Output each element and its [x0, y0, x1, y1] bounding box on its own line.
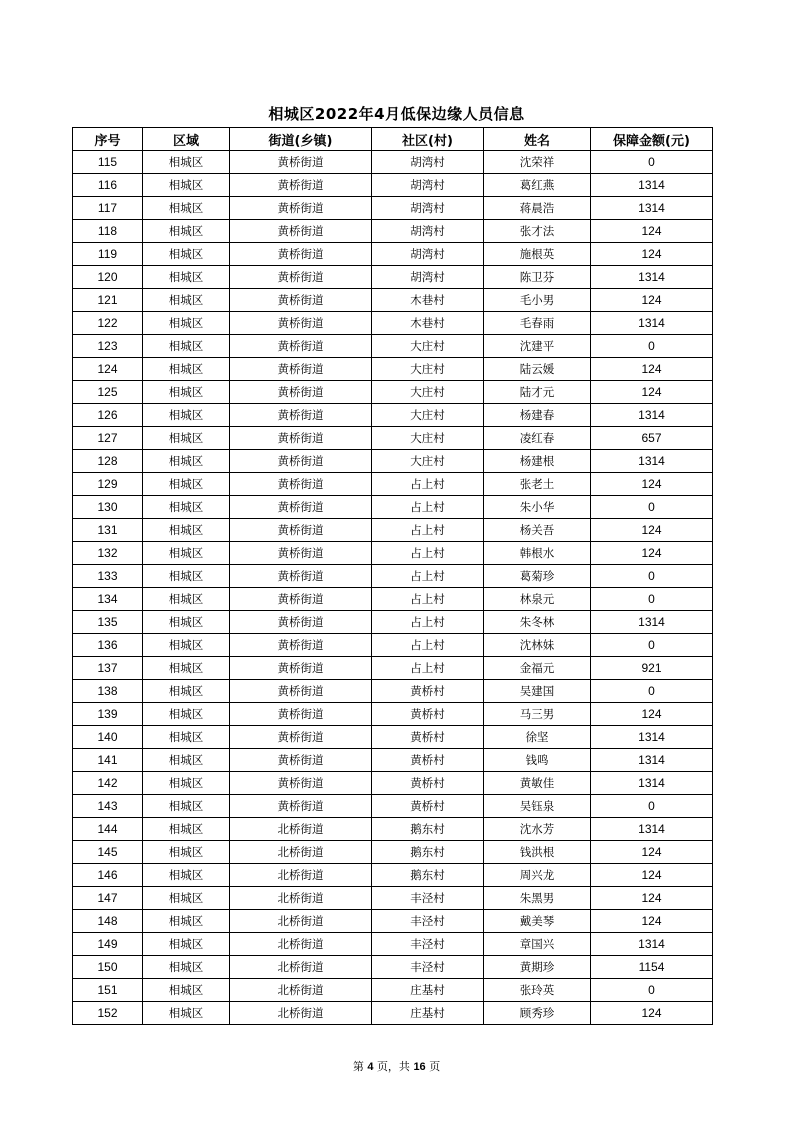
- cell-district: 相城区: [143, 266, 230, 289]
- cell-amount: 124: [591, 381, 713, 404]
- cell-index: 118: [73, 220, 143, 243]
- cell-district: 相城区: [143, 473, 230, 496]
- table-row: [73, 174, 713, 197]
- cell-index: 117: [73, 197, 143, 220]
- table-row: [73, 519, 713, 542]
- cell-name: 顾秀珍: [484, 1002, 591, 1025]
- cell-name: 杨关吾: [484, 519, 591, 542]
- cell-index: 131: [73, 519, 143, 542]
- table-row: [73, 450, 713, 473]
- cell-amount: 1314: [591, 174, 713, 197]
- cell-street: 黄桥街道: [230, 703, 372, 726]
- page-footer: [0, 1058, 793, 1074]
- cell-district: 相城区: [143, 519, 230, 542]
- table-row: [73, 841, 713, 864]
- cell-amount: 124: [591, 887, 713, 910]
- cell-index: 149: [73, 933, 143, 956]
- cell-street: 北桥街道: [230, 841, 372, 864]
- cell-street: 黄桥街道: [230, 151, 372, 174]
- cell-amount: 124: [591, 910, 713, 933]
- cell-district: 相城区: [143, 726, 230, 749]
- cell-index: 145: [73, 841, 143, 864]
- cell-index: 136: [73, 634, 143, 657]
- table-row: [73, 542, 713, 565]
- cell-index: 144: [73, 818, 143, 841]
- cell-name: 施根英: [484, 243, 591, 266]
- table-row: [73, 933, 713, 956]
- cell-index: 125: [73, 381, 143, 404]
- cell-index: 140: [73, 726, 143, 749]
- cell-name: 金福元: [484, 657, 591, 680]
- cell-community: 黄桥村: [372, 680, 484, 703]
- cell-community: 胡湾村: [372, 243, 484, 266]
- cell-amount: 0: [591, 634, 713, 657]
- cell-street: 黄桥街道: [230, 749, 372, 772]
- cell-amount: 124: [591, 703, 713, 726]
- table-row: [73, 565, 713, 588]
- cell-community: 丰泾村: [372, 910, 484, 933]
- cell-index: 151: [73, 979, 143, 1002]
- cell-name: 毛小男: [484, 289, 591, 312]
- cell-community: 鹅东村: [372, 841, 484, 864]
- cell-street: 黄桥街道: [230, 519, 372, 542]
- cell-street: 黄桥街道: [230, 634, 372, 657]
- cell-district: 相城区: [143, 496, 230, 519]
- table-row: [73, 404, 713, 427]
- header-district: 区域: [143, 128, 230, 151]
- cell-street: 黄桥街道: [230, 289, 372, 312]
- cell-community: 占上村: [372, 565, 484, 588]
- cell-community: 胡湾村: [372, 151, 484, 174]
- cell-amount: 1314: [591, 933, 713, 956]
- cell-index: 116: [73, 174, 143, 197]
- table-row: [73, 289, 713, 312]
- cell-district: 相城区: [143, 772, 230, 795]
- cell-amount: 1314: [591, 266, 713, 289]
- table-row: [73, 197, 713, 220]
- table-row: [73, 243, 713, 266]
- cell-district: 相城区: [143, 818, 230, 841]
- cell-street: 黄桥街道: [230, 243, 372, 266]
- table-row: [73, 657, 713, 680]
- cell-name: 林泉元: [484, 588, 591, 611]
- cell-amount: 124: [591, 220, 713, 243]
- cell-community: 丰泾村: [372, 956, 484, 979]
- cell-index: 121: [73, 289, 143, 312]
- cell-name: 陆才元: [484, 381, 591, 404]
- cell-community: 占上村: [372, 473, 484, 496]
- footer-page-number: 4: [367, 1061, 374, 1073]
- cell-name: 沈建平: [484, 335, 591, 358]
- cell-district: 相城区: [143, 979, 230, 1002]
- data-table: [72, 127, 713, 1025]
- cell-amount: 0: [591, 565, 713, 588]
- cell-district: 相城区: [143, 381, 230, 404]
- header-amount: 保障金额(元): [591, 128, 713, 151]
- cell-district: 相城区: [143, 795, 230, 818]
- cell-index: 148: [73, 910, 143, 933]
- table-row: [73, 795, 713, 818]
- cell-community: 大庄村: [372, 404, 484, 427]
- table-row: [73, 151, 713, 174]
- cell-amount: 124: [591, 473, 713, 496]
- cell-amount: 1314: [591, 818, 713, 841]
- header-community: 社区(村): [372, 128, 484, 151]
- cell-index: 135: [73, 611, 143, 634]
- cell-district: 相城区: [143, 151, 230, 174]
- cell-community: 大庄村: [372, 450, 484, 473]
- cell-district: 相城区: [143, 588, 230, 611]
- cell-district: 相城区: [143, 565, 230, 588]
- cell-community: 胡湾村: [372, 197, 484, 220]
- table-row: [73, 312, 713, 335]
- header-index: 序号: [73, 128, 143, 151]
- cell-street: 黄桥街道: [230, 726, 372, 749]
- cell-name: 葛红燕: [484, 174, 591, 197]
- cell-street: 黄桥街道: [230, 772, 372, 795]
- cell-name: 章国兴: [484, 933, 591, 956]
- cell-index: 120: [73, 266, 143, 289]
- cell-name: 蒋晨浩: [484, 197, 591, 220]
- cell-amount: 921: [591, 657, 713, 680]
- cell-index: 132: [73, 542, 143, 565]
- table-row: [73, 473, 713, 496]
- cell-district: 相城区: [143, 220, 230, 243]
- cell-street: 黄桥街道: [230, 335, 372, 358]
- cell-district: 相城区: [143, 450, 230, 473]
- cell-district: 相城区: [143, 335, 230, 358]
- table-row: [73, 726, 713, 749]
- table-row: [73, 864, 713, 887]
- cell-name: 张玲英: [484, 979, 591, 1002]
- cell-index: 133: [73, 565, 143, 588]
- cell-street: 北桥街道: [230, 933, 372, 956]
- cell-name: 葛菊珍: [484, 565, 591, 588]
- cell-district: 相城区: [143, 887, 230, 910]
- cell-amount: 124: [591, 519, 713, 542]
- table-row: [73, 887, 713, 910]
- cell-name: 凌红春: [484, 427, 591, 450]
- cell-amount: 124: [591, 358, 713, 381]
- table-row: [73, 381, 713, 404]
- cell-district: 相城区: [143, 956, 230, 979]
- cell-index: 119: [73, 243, 143, 266]
- cell-amount: 124: [591, 864, 713, 887]
- cell-district: 相城区: [143, 657, 230, 680]
- cell-district: 相城区: [143, 197, 230, 220]
- cell-amount: 1314: [591, 450, 713, 473]
- cell-district: 相城区: [143, 243, 230, 266]
- cell-street: 黄桥街道: [230, 496, 372, 519]
- cell-amount: 1314: [591, 312, 713, 335]
- cell-street: 北桥街道: [230, 979, 372, 1002]
- cell-street: 黄桥街道: [230, 312, 372, 335]
- cell-amount: 1154: [591, 956, 713, 979]
- cell-amount: 0: [591, 151, 713, 174]
- cell-name: 戴美琴: [484, 910, 591, 933]
- cell-street: 黄桥街道: [230, 358, 372, 381]
- cell-district: 相城区: [143, 542, 230, 565]
- cell-district: 相城区: [143, 1002, 230, 1025]
- cell-name: 韩根水: [484, 542, 591, 565]
- cell-index: 137: [73, 657, 143, 680]
- cell-district: 相城区: [143, 174, 230, 197]
- table-row: [73, 910, 713, 933]
- cell-index: 130: [73, 496, 143, 519]
- cell-community: 丰泾村: [372, 933, 484, 956]
- cell-street: 北桥街道: [230, 956, 372, 979]
- cell-community: 占上村: [372, 496, 484, 519]
- table-header-row: [73, 128, 713, 151]
- cell-street: 黄桥街道: [230, 450, 372, 473]
- cell-amount: 124: [591, 1002, 713, 1025]
- cell-community: 鹅东村: [372, 864, 484, 887]
- cell-street: 北桥街道: [230, 818, 372, 841]
- cell-street: 北桥街道: [230, 887, 372, 910]
- table-row: [73, 427, 713, 450]
- cell-name: 杨建根: [484, 450, 591, 473]
- cell-amount: 0: [591, 680, 713, 703]
- cell-name: 黄期珍: [484, 956, 591, 979]
- cell-name: 张才法: [484, 220, 591, 243]
- cell-street: 黄桥街道: [230, 381, 372, 404]
- cell-district: 相城区: [143, 358, 230, 381]
- cell-amount: 124: [591, 841, 713, 864]
- cell-community: 占上村: [372, 611, 484, 634]
- cell-community: 黄桥村: [372, 795, 484, 818]
- cell-street: 黄桥街道: [230, 266, 372, 289]
- cell-community: 丰泾村: [372, 887, 484, 910]
- cell-index: 127: [73, 427, 143, 450]
- cell-name: 吴建国: [484, 680, 591, 703]
- cell-community: 占上村: [372, 657, 484, 680]
- cell-community: 胡湾村: [372, 266, 484, 289]
- cell-street: 黄桥街道: [230, 657, 372, 680]
- cell-name: 毛春雨: [484, 312, 591, 335]
- cell-index: 129: [73, 473, 143, 496]
- cell-street: 黄桥街道: [230, 680, 372, 703]
- table-row: [73, 818, 713, 841]
- cell-community: 大庄村: [372, 427, 484, 450]
- cell-district: 相城区: [143, 634, 230, 657]
- cell-name: 陆云媛: [484, 358, 591, 381]
- cell-street: 黄桥街道: [230, 174, 372, 197]
- cell-community: 占上村: [372, 519, 484, 542]
- cell-street: 黄桥街道: [230, 542, 372, 565]
- footer-total-pages: 16: [413, 1061, 426, 1073]
- cell-street: 黄桥街道: [230, 473, 372, 496]
- cell-index: 123: [73, 335, 143, 358]
- cell-community: 鹅东村: [372, 818, 484, 841]
- table-row: [73, 1002, 713, 1025]
- cell-district: 相城区: [143, 289, 230, 312]
- cell-community: 木巷村: [372, 312, 484, 335]
- table-row: [73, 335, 713, 358]
- table-row: [73, 611, 713, 634]
- cell-community: 黄桥村: [372, 703, 484, 726]
- cell-index: 134: [73, 588, 143, 611]
- table-row: [73, 220, 713, 243]
- cell-index: 147: [73, 887, 143, 910]
- cell-street: 黄桥街道: [230, 565, 372, 588]
- cell-index: 150: [73, 956, 143, 979]
- cell-index: 126: [73, 404, 143, 427]
- header-name: 姓名: [484, 128, 591, 151]
- cell-amount: 0: [591, 588, 713, 611]
- cell-name: 朱冬林: [484, 611, 591, 634]
- cell-amount: 124: [591, 542, 713, 565]
- cell-amount: 1314: [591, 772, 713, 795]
- footer-prefix: 第: [352, 1060, 364, 1073]
- cell-amount: 657: [591, 427, 713, 450]
- cell-amount: 0: [591, 979, 713, 1002]
- cell-name: 杨建春: [484, 404, 591, 427]
- cell-community: 胡湾村: [372, 174, 484, 197]
- table-row: [73, 588, 713, 611]
- cell-district: 相城区: [143, 312, 230, 335]
- cell-district: 相城区: [143, 703, 230, 726]
- table-row: [73, 979, 713, 1002]
- cell-street: 黄桥街道: [230, 588, 372, 611]
- table-row: [73, 956, 713, 979]
- table-body: [73, 151, 713, 1025]
- cell-street: 北桥街道: [230, 864, 372, 887]
- cell-district: 相城区: [143, 910, 230, 933]
- cell-community: 占上村: [372, 542, 484, 565]
- cell-name: 周兴龙: [484, 864, 591, 887]
- cell-amount: 1314: [591, 726, 713, 749]
- cell-index: 128: [73, 450, 143, 473]
- cell-index: 115: [73, 151, 143, 174]
- cell-name: 吴钰泉: [484, 795, 591, 818]
- cell-name: 张老土: [484, 473, 591, 496]
- table-row: [73, 749, 713, 772]
- table-row: [73, 703, 713, 726]
- cell-district: 相城区: [143, 680, 230, 703]
- cell-amount: 124: [591, 289, 713, 312]
- cell-district: 相城区: [143, 404, 230, 427]
- cell-amount: 1314: [591, 749, 713, 772]
- cell-community: 占上村: [372, 588, 484, 611]
- cell-community: 黄桥村: [372, 749, 484, 772]
- cell-street: 黄桥街道: [230, 611, 372, 634]
- cell-name: 黄敏佳: [484, 772, 591, 795]
- table-row: [73, 496, 713, 519]
- table-row: [73, 266, 713, 289]
- cell-name: 徐坚: [484, 726, 591, 749]
- table-row: [73, 634, 713, 657]
- cell-name: 马三男: [484, 703, 591, 726]
- cell-district: 相城区: [143, 864, 230, 887]
- cell-name: 沈林妹: [484, 634, 591, 657]
- cell-street: 黄桥街道: [230, 220, 372, 243]
- cell-street: 北桥街道: [230, 1002, 372, 1025]
- cell-community: 庄基村: [372, 1002, 484, 1025]
- cell-street: 北桥街道: [230, 910, 372, 933]
- cell-street: 黄桥街道: [230, 427, 372, 450]
- cell-street: 黄桥街道: [230, 795, 372, 818]
- table-row: [73, 358, 713, 381]
- cell-community: 大庄村: [372, 335, 484, 358]
- cell-index: 122: [73, 312, 143, 335]
- cell-index: 141: [73, 749, 143, 772]
- cell-index: 138: [73, 680, 143, 703]
- table-row: [73, 680, 713, 703]
- cell-district: 相城区: [143, 611, 230, 634]
- cell-community: 黄桥村: [372, 726, 484, 749]
- cell-amount: 0: [591, 496, 713, 519]
- footer-middle: 页，共: [376, 1060, 410, 1073]
- cell-amount: 1314: [591, 197, 713, 220]
- cell-name: 朱小华: [484, 496, 591, 519]
- cell-name: 钱鸣: [484, 749, 591, 772]
- document-title: 相城区2022年4月低保边缘人员信息: [268, 105, 525, 123]
- cell-index: 124: [73, 358, 143, 381]
- footer-suffix: 页: [429, 1060, 441, 1073]
- cell-district: 相城区: [143, 749, 230, 772]
- cell-index: 142: [73, 772, 143, 795]
- cell-district: 相城区: [143, 933, 230, 956]
- cell-amount: 1314: [591, 611, 713, 634]
- cell-community: 胡湾村: [372, 220, 484, 243]
- cell-index: 146: [73, 864, 143, 887]
- cell-name: 沈水芳: [484, 818, 591, 841]
- cell-street: 黄桥街道: [230, 197, 372, 220]
- cell-amount: 0: [591, 335, 713, 358]
- cell-name: 沈荣祥: [484, 151, 591, 174]
- cell-index: 139: [73, 703, 143, 726]
- cell-community: 大庄村: [372, 381, 484, 404]
- cell-district: 相城区: [143, 427, 230, 450]
- cell-community: 大庄村: [372, 358, 484, 381]
- table-row: [73, 772, 713, 795]
- cell-index: 152: [73, 1002, 143, 1025]
- cell-index: 143: [73, 795, 143, 818]
- cell-community: 庄基村: [372, 979, 484, 1002]
- cell-name: 陈卫芬: [484, 266, 591, 289]
- cell-name: 钱洪根: [484, 841, 591, 864]
- cell-district: 相城区: [143, 841, 230, 864]
- cell-community: 占上村: [372, 634, 484, 657]
- cell-amount: 1314: [591, 404, 713, 427]
- cell-community: 木巷村: [372, 289, 484, 312]
- cell-name: 朱黑男: [484, 887, 591, 910]
- cell-street: 黄桥街道: [230, 404, 372, 427]
- cell-community: 黄桥村: [372, 772, 484, 795]
- cell-amount: 0: [591, 795, 713, 818]
- header-street: 街道(乡镇): [230, 128, 372, 151]
- cell-amount: 124: [591, 243, 713, 266]
